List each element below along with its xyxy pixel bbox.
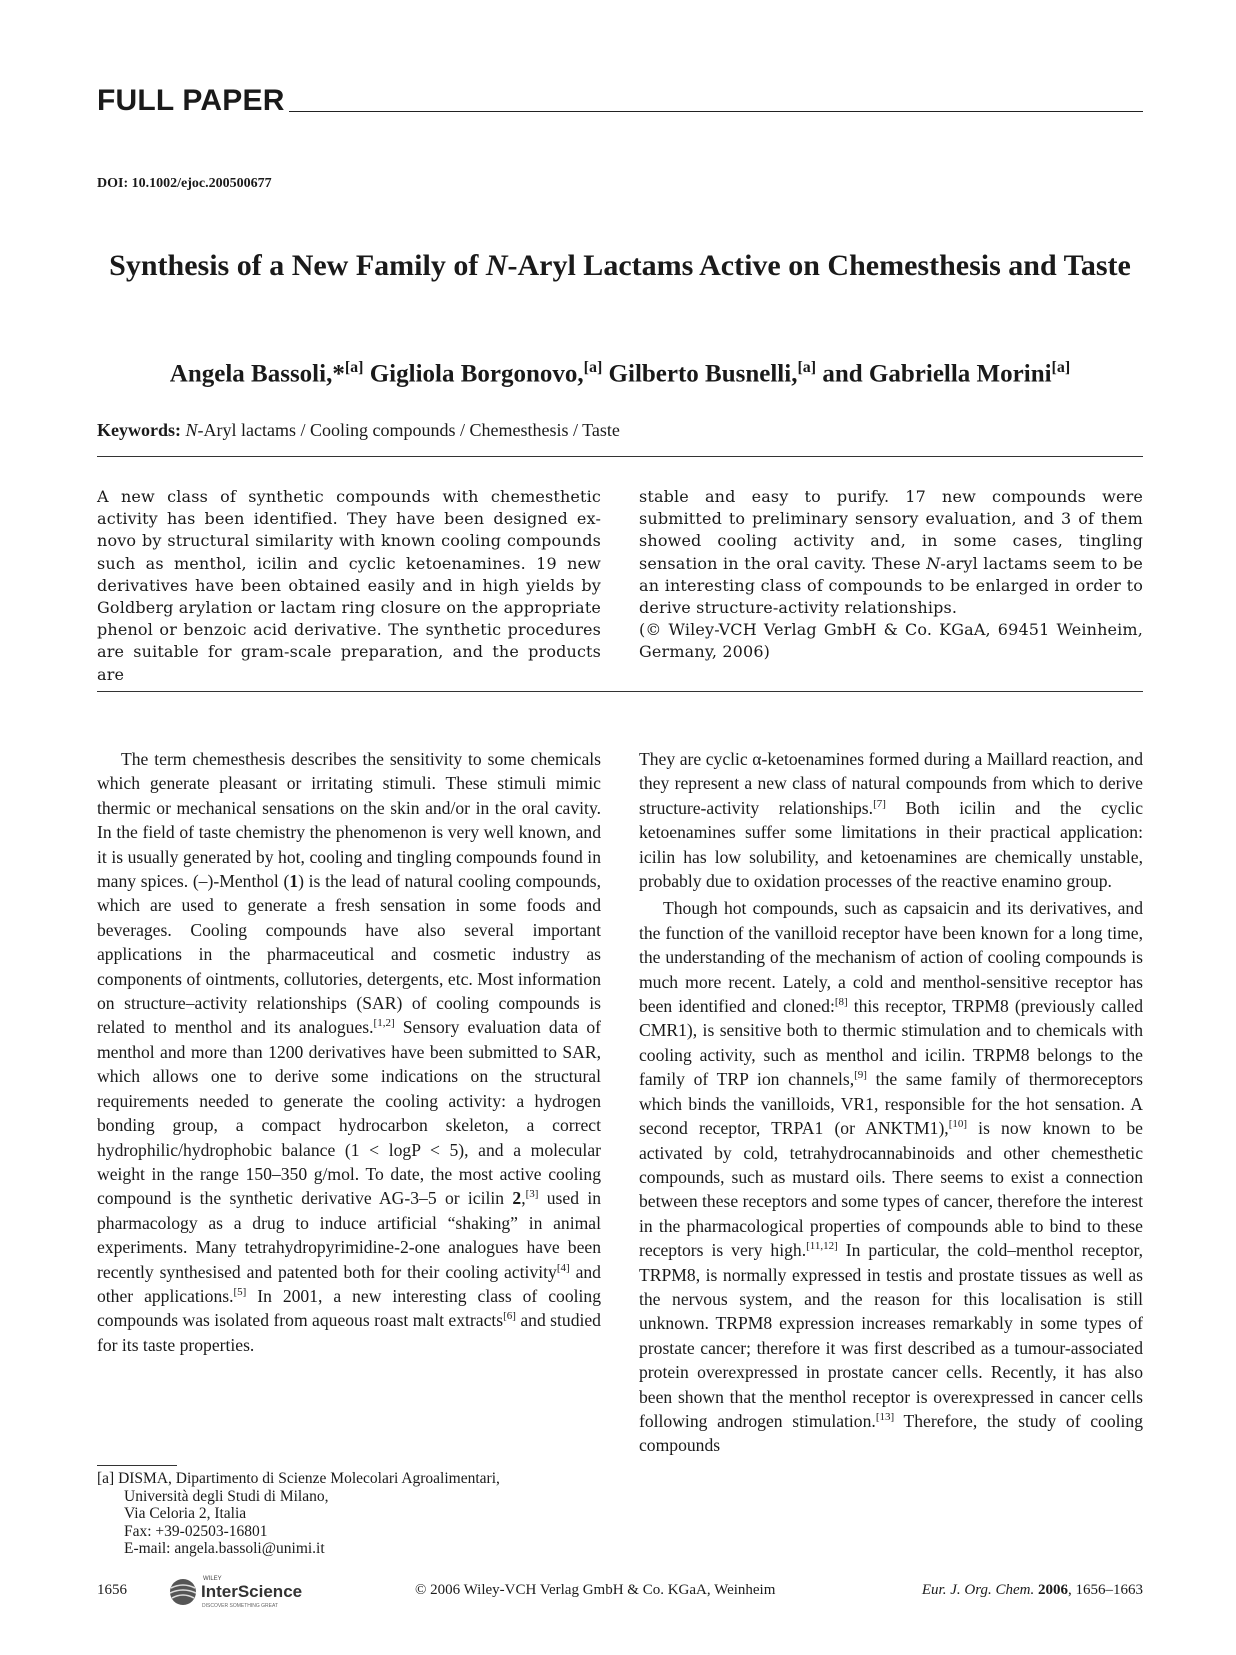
keywords bbox=[97, 420, 620, 441]
footnote-email: E-mail: angela.bassoli@unimi.it bbox=[124, 1540, 325, 1557]
globe-icon bbox=[170, 1579, 196, 1605]
compound-number: 1 bbox=[289, 871, 299, 892]
body-span: Though hot compounds, such as capsaicin and its derivatives, and the function of the vanilloid receptor have been known for a long time, the understanding of the mechanism of action of cooling compounds is much more recent. Lately, a cold and menthol-sensitive receptor has been identified and cloned: bbox=[639, 898, 1143, 1017]
journal-name: Eur. J. Org. Chem. bbox=[921, 1582, 1035, 1598]
footer-copyright: © 2006 Wiley-VCH Verlag GmbH & Co. KGaA, Weinheim bbox=[415, 1582, 776, 1598]
title-text-2: -Aryl Lactams Active on Chemesthesis and Taste bbox=[507, 249, 1131, 282]
citation-ref: [11,12] bbox=[806, 1240, 838, 1253]
footnote-line: Università degli Studi di Milano, bbox=[124, 1487, 329, 1505]
body-span: used in pharmacology as a drug to induce artificial “shaking” in animal experiments. Many tetrahydropyrimidine-2-one analogues have been recently synthesised and patented both for their cooling activity bbox=[97, 1188, 602, 1282]
section-label: FULL PAPER bbox=[97, 84, 285, 117]
author-affiliation: [a] bbox=[797, 359, 817, 376]
keywords-italic: N bbox=[185, 420, 198, 440]
body-span: Both icilin and the cyclic ketoenamines suffer some limitations in their practical application: icilin has low solubility, and ketoenamines are chemically unstable, probably due to oxidation processes of the reactive enamino group. bbox=[639, 797, 1144, 892]
journal-year: 2006 bbox=[1038, 1582, 1068, 1598]
footnote-line: Fax: +39-02503-16801 bbox=[124, 1522, 268, 1540]
body-span: In particular, the cold–menthol receptor, TRPM8, is normally expressed in testis and prostate tissues as well as the nervous system, and the reason for this localisation is still unknown. TRPM8 expression increases remarkably in some types of prostate cancer; therefore it was first described as a tumour-associated protein overexpressed in prostate cancer cells. Recently, it has also been shown that the menthol receptor is overexpressed in cancer cells following androgen stimulation. bbox=[639, 1240, 1144, 1431]
body-paragraph bbox=[97, 747, 601, 1357]
doi: DOI: 10.1002/ejoc.200500677 bbox=[97, 176, 272, 191]
citation-ref: [13] bbox=[875, 1411, 895, 1424]
citation-ref: [7] bbox=[873, 797, 886, 810]
abstract-text-right bbox=[639, 486, 1143, 619]
citation-ref: [8] bbox=[834, 996, 848, 1009]
body-span: Therefore, the study of cooling compounds bbox=[639, 1410, 1144, 1456]
body-span: and studied for its taste properties. bbox=[97, 1310, 601, 1355]
abstract-span: -aryl lactams seem to be an interesting class of compounds to be enlarged in order to derive structure-activity relationships. bbox=[639, 553, 1143, 618]
footnote-line: [a] DISMA, Dipartimento di Scienze Molecolari Agroalimentari, bbox=[97, 1470, 500, 1487]
keywords-text: -Aryl lactams / Cooling compounds / Chemesthesis / Taste bbox=[197, 420, 620, 440]
rule-above-abstract bbox=[97, 456, 1143, 457]
abstract-right-column bbox=[639, 486, 1143, 664]
abstract-text-left: A new class of synthetic compounds with chemesthetic activity has been identified. They have been designed ex-novo by structural similarity with known cooling compounds such as menthol, icilin and cyclic ketoenamines. 19 new derivatives have been obtained easily and in high yields by Goldberg arylation or lactam ring closure on the appropriate phenol or benzoic acid derivative. The synthetic procedures are suitable for gram-scale preparation, and the products are bbox=[97, 487, 602, 684]
affiliation-footnote bbox=[97, 1470, 617, 1558]
footnote-rule bbox=[97, 1465, 177, 1466]
header-rule bbox=[289, 111, 1143, 112]
footnote-line: Via Celoria 2, Italia bbox=[124, 1505, 247, 1522]
abstract-left-column bbox=[97, 486, 601, 686]
logo-wiley: WILEY bbox=[203, 1576, 222, 1582]
citation-ref: [4] bbox=[556, 1261, 570, 1274]
citation-ref: [3] bbox=[525, 1188, 539, 1201]
journal-citation bbox=[922, 1582, 1143, 1599]
body-span: They are cyclic α-ketoenamines formed during a Maillard reaction, and they represent a new class of natural compounds from which to derive structure-activity relationships. bbox=[639, 749, 1143, 818]
interscience-logo bbox=[167, 1572, 337, 1612]
title-text-1: Synthesis of a New Family of bbox=[109, 249, 486, 282]
body-span: Sensory evaluation data of menthol and more than 1200 derivatives have been submitted to SAR, which allows one to derive some indications on the structural requirements needed to generate the cooling activity: a hydrogen bonding group, a compact hydrocarbon skeleton, a correct hydrophilic/hydrophobic balance (1 < logP < 5), and a molecular weight in the range 150–350 g/mol. To date, the most active cooling compound is the synthetic derivative AG-3–5 or icilin bbox=[97, 1017, 601, 1209]
body-span: is now known to be activated by cold, tetrahydrocannabinoids and other chemesthetic compounds, such as mustard oils. There seems to exist a connection between these receptors and some types of cancer, therefore the interest in the pharmacological properties of compounds able to bind to these receptors is very high. bbox=[639, 1118, 1143, 1261]
author-list bbox=[97, 353, 1143, 389]
author-name: Gilberto Busnelli, bbox=[608, 360, 798, 388]
running-header bbox=[97, 80, 1143, 116]
rule-below-abstract bbox=[97, 691, 1143, 692]
logo-main: InterScience bbox=[201, 1582, 303, 1601]
body-span: this receptor, TRPM8 (previously called CMR1), is sensitive both to thermic stimulation and to chemicals with cooling activity, such as menthol and icilin. TRPM8 belongs to the family of TRP ion channels, bbox=[639, 996, 1143, 1090]
page-number: 1656 bbox=[97, 1582, 127, 1598]
citation-ref: [5] bbox=[233, 1286, 247, 1299]
author-separator: and bbox=[816, 360, 869, 388]
author-affiliation: [a] bbox=[583, 359, 603, 376]
author-affiliation: [a] bbox=[1051, 359, 1071, 376]
author-name: Gabriella Morini bbox=[868, 360, 1052, 388]
journal-pages: , 1656–1663 bbox=[1068, 1582, 1143, 1598]
abstract-italic: N bbox=[926, 553, 941, 573]
paper-title bbox=[97, 248, 1143, 283]
body-span: , bbox=[521, 1188, 526, 1209]
abstract-copyright: (© Wiley-VCH Verlag GmbH & Co. KGaA, 69451 Weinheim, Germany, 2006) bbox=[639, 620, 1143, 662]
author-name: Angela Bassoli,* bbox=[169, 360, 345, 388]
body-span: ) is the lead of natural cooling compounds, which are used to generate a fresh sensation in some foods and beverages. Cooling compounds have also several important applications in the pharmaceutical and cosmetic industry as components of ointments, collutories, detergents, etc. Most information on structure–activity relationships (SAR) of cooling compounds is related to menthol and its analogues. bbox=[97, 871, 601, 1038]
title-italic: N bbox=[485, 249, 508, 282]
citation-ref: [6] bbox=[503, 1310, 516, 1323]
keywords-label: Keywords: bbox=[97, 420, 181, 440]
citation-ref: [1,2] bbox=[373, 1017, 395, 1030]
body-paragraph bbox=[639, 896, 1143, 1457]
compound-number: 2 bbox=[512, 1188, 522, 1209]
abstract-span: stable and easy to purify. 17 new compounds were submitted to preliminary sensory evaluation, and 3 of them showed cooling activity and, in some cases, tingling sensation in the oral cavity. These bbox=[639, 487, 1143, 573]
citation-ref: [10] bbox=[948, 1118, 968, 1131]
body-right-column bbox=[639, 747, 1143, 1458]
body-span: the same family of thermoreceptors which binds the vanilloids, VR1, responsible for the hot sensation. A second receptor, TRPA1 (or ANKTM1), bbox=[639, 1069, 1143, 1139]
logo-tagline: DISCOVER SOMETHING GREAT bbox=[202, 1603, 279, 1609]
author-name: Gigliola Borgonovo, bbox=[369, 360, 584, 388]
body-paragraph bbox=[639, 747, 1143, 893]
page-footer bbox=[97, 1572, 1143, 1612]
body-span: In 2001, a new interesting class of cooling compounds was isolated from aqueous roast malt extracts bbox=[97, 1285, 601, 1331]
author-affiliation: [a] bbox=[344, 359, 364, 376]
body-span: and other applications. bbox=[97, 1261, 601, 1306]
citation-ref: [9] bbox=[854, 1069, 867, 1082]
body-left-column bbox=[97, 747, 601, 1357]
body-span: The term chemesthesis describes the sensitivity to some chemicals which generate pleasant or irritating stimuli. These stimuli mimic thermic or mechanical sensations on the skin and/or in the oral cavity. In the field of taste chemistry the phenomenon is very well known, and it is usually generated by hot, cooling and tingling compounds found in many spices. (–)-Menthol ( bbox=[97, 749, 601, 892]
